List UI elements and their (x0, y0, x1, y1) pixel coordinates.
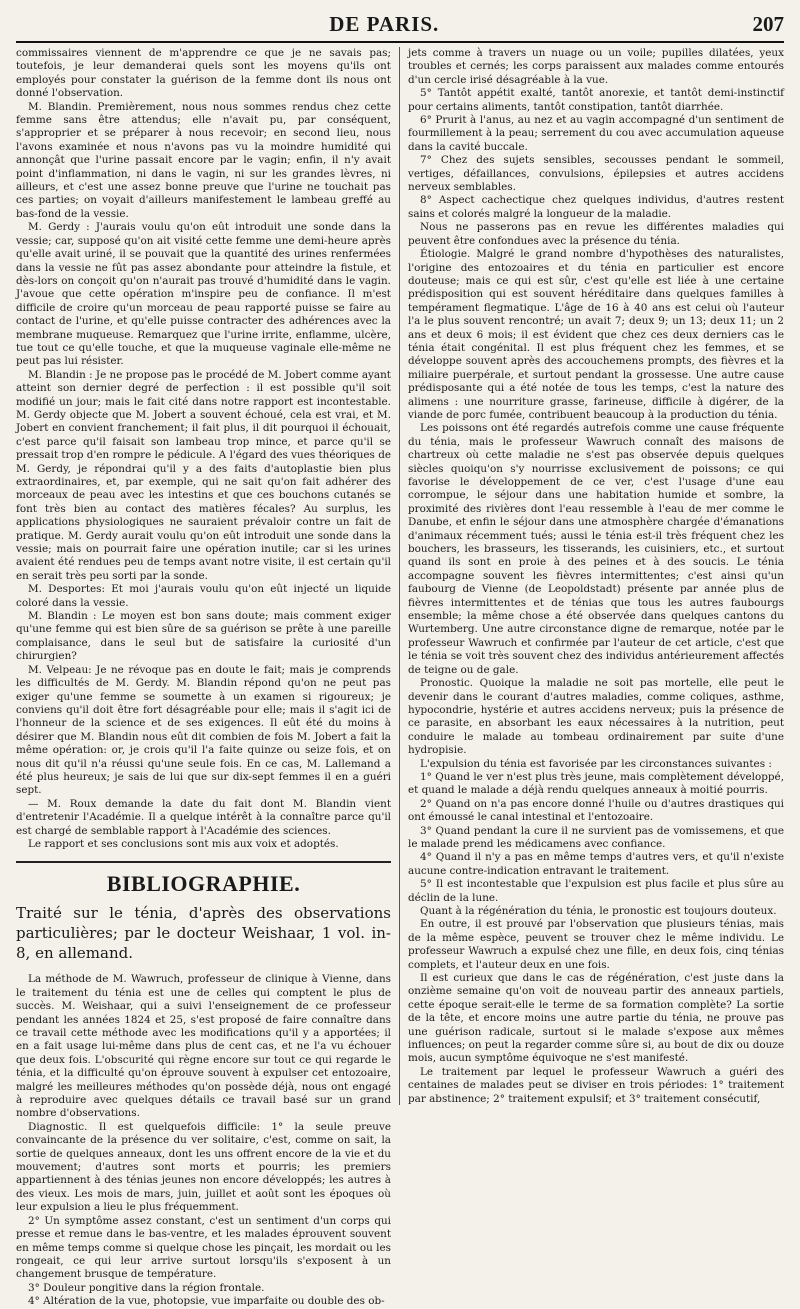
paragraph: M. Desportes: Et moi j'aurais voulu qu'on eût injecté un liquide coloré dans la vessie. (16, 583, 391, 609)
book-title: Traité sur le ténia, d'après des observations particulières; par le docteur Weishaar, 1 vol. in-8, en allemand. (16, 904, 391, 963)
paragraph: La méthode de M. Wawruch, professeur de clinique à Vienne, dans le traitement du ténia est une de celles qui comptent le plus de succès. M. Weishaar, qui a suivi l'enseignement de ce professeur pendant les années 1824 et 25, s'est proposé de faire connaître dans ce travail cette méthode avec les modifications qu'il y a apportées; il en a fait usage lui-même dans plus de cent cas, et ne l'a vu échouer que deux fois. L'obscurité qui règne encore sur tout ce qui regarde le ténia, et la difficulté qu'on éprouve souvent à expulser cet entozoaire, malgré les meilleures méthodes qu'on possède déjà, nous ont engagé à reproduire avec quelques détails ce travail basé sur un grand nombre d'observations. (16, 973, 391, 1120)
paragraph: M. Gerdy : J'aurais voulu qu'on eût introduit une sonde dans la vessie; car, supposé qu'on ait visité cette femme une demi-heure après qu'elle avait uriné, il se pouvait que la quantité des urines renfermées dans la vessie ne fût pas assez abondante pour atteindre la fistule, et dès-lors on conçoit qu'on n'aurait pas trouvé d'humidité dans le vagin. J'avoue que cette opération m'inspire peu de confiance. Il m'est difficile de croire qu'un morceau de peau rapporté puisse se faire au contact de l'urine, et qu'elle puisse contracter des adhérences avec la membrane muqueuse. Remarquez que l'urine irrite, enflamme, ulcère, tue tout ce qu'elle touche, et que la muqueuse vaginale elle-même ne peut pas lui résister. (16, 221, 391, 368)
paragraph: Diagnostic. Il est quelquefois difficile: 1° la seule preuve convaincante de la présence du ver solitaire, c'est, comme on sait, la sortie de quelques anneaux, dont les uns offrent encore de la vie et du mouvement; d'autres sont morts et pourris; les premiers appartiennent à des ténias jeunes non encore développés; les autres à des vieux. Les mois de mars, juin, juillet et août sont les époques où leur expulsion a lieu le plus fréquemment. (16, 1120, 391, 1214)
paragraph: Étiologie. Malgré le grand nombre d'hypothèses des naturalistes, l'origine des entozoaires et du ténia en particulier est encore douteuse; mais ce qui est sûr, c'est qu'elle est liée à une certaine prédisposition qui est souvent héréditaire dans quelques familles à tempérament flegmatique. L'âge de 16 à 40 ans est celui où l'auteur l'a le plus souvent rencontré; un avait 7; deux 9; un 13; deux 11; un 2 ans et deux 6 mois; il est évident que chez ces deux derniers cas le ténia était congénital. Il est plus fréquent chez les femmes, et se développe souvent après des accouchemens prompts, des fièvres et la miliaire puerpérale, et surtout pendant la grossesse. Une autre cause prédisposante qui a été notée de tous les temps, c'est la nature des alimens : une nourriture grasse, farineuse, difficile à digérer, de la viande de porc fumée, contribuent beaucoup à la production du ténia. (408, 248, 784, 421)
page-number: 207 (752, 12, 784, 36)
running-title: DE PARIS. (329, 12, 440, 36)
paragraph: 5° Il est incontestable que l'expulsion est plus facile et plus sûre au déclin de la lune. (408, 878, 784, 904)
paragraph: En outre, il est prouvé par l'observation que plusieurs ténias, mais de la même espèce, peuvent se trouver chez le même individu. Le professeur Wawruch a expulsé chez une fille, en deux fois, cinq ténias complets, et l'auteur deux en une fois. (408, 918, 784, 971)
paragraph: 3° Quand pendant la cure il ne survient pas de vomissemens, et que le malade prend les médicamens avec confiance. (408, 824, 784, 850)
paragraph: 4° Quand il n'y a pas en même temps d'autres vers, et qu'il n'existe aucune contre-indication entravant le traitement. (408, 851, 784, 877)
section-title: BIBLIOGRAPHIE. (106, 871, 301, 897)
paragraph: Le traitement par lequel le professeur Wawruch a guéri des centaines de malades peut se diviser en trois périodes: 1° traitement par abstinence; 2° traitement expulsif; et 3° traitement consécutif, (408, 1065, 784, 1105)
paragraph: 6° Prurit à l'anus, au nez et au vagin accompagné d'un sentiment de fourmillement à la peau; serrement du cou avec accumulation aqueuse dans la cavité buccale. (408, 114, 784, 153)
paragraph: Nous ne passerons pas en revue les différentes maladies qui peuvent être confondues avec la présence du ténia. (408, 221, 784, 247)
paragraph: 1° Quand le ver n'est plus très jeune, mais complètement développé, et quand le malade a déjà rendu quelques anneaux à moitié pourris. (408, 770, 784, 797)
paragraph: Il est curieux que dans le cas de régénération, c'est juste dans la onzième semaine qu'on voit de nouveau partir des anneaux partiels, cette époque serait-elle le terme de sa formation complète? La sortie de la tête, et encore moins une autre partie du ténia, ne prouve pas une guérison radicale, surtout si le malade s'expose aux mêmes influences; on peut la regarder comme sûre si, au bout de dix ou douze mois, aucun symptôme équivoque ne s'est manifesté. (408, 972, 784, 1065)
paragraph: Pronostic. Quoique la maladie ne soit pas mortelle, elle peut le devenir dans le courant d'autres maladies, comme coliques, asthme, hypocondrie, hystérie et autres accidens nerveux; puis la présence de ce parasite, en absorbant les eaux nécessaires à la nutrition, peut conduire le malade au tombeau ordinairement par suite d'une hydropisie. (408, 677, 784, 757)
section-divider (16, 861, 391, 863)
paragraph: M. Blandin. Premièrement, nous nous sommes rendus chez cette femme sans être attendus; elle n'avait pu, par conséquent, s'approprier et se préparer à nous recevoir; en second lieu, nous l'avons examinée et nous n'avons pas vu la moindre humidité qui annonçât que l'urine passait encore par le vagin; enfin, il n'y avait point d'inflammation, ni dans le vagin, ni sur les grandes lèvres, ni ailleurs, et c'est une assez bonne preuve que l'urine ne touchait pas ces parties; on voyait d'ailleurs manifestement le lambeau greffé au bas-fond de la vessie. (16, 100, 391, 220)
paragraph: 8° Aspect cachectique chez quelques individus, d'autres restent sains et colorés malgré la longueur de la maladie. (408, 194, 784, 220)
paragraph: commissaires viennent de m'apprendre ce que je ne savais pas; toutefois, je leur demanderai quels sont les moyens qu'ils ont employés pour constater la guérison de la femme dont ils nous ont donné l'observation. (16, 47, 391, 100)
paragraph: M. Blandin : Je ne propose pas le procédé de M. Jobert comme ayant atteint son dernier degré de perfection : il est possible qu'il soit modifié un jour; mais le fait cité dans notre rapport est incontestable. M. Gerdy objecte que M. Jobert a souvent échoué, cela est vrai, et M. Jobert en convient franchement; il fait plus, il dit pourquoi il échouait, c'est parce qu'il faisait son lambeau trop mince, et parce qu'il se pressait trop d'en rompre le pédicule. A l'égard des vues théoriques de M. Gerdy, je répondrai qu'il y a des faits d'autoplastie bien plus extraordinaires, et, par exemple, qui ne sait qu'on fait adhérer des morceaux de peau avec les intestins et que ces bouchons cutanés se font très bien au contact des matières fécales? Au surplus, les applications physiologiques ne sauraient prévaloir contre un fait de pratique. M. Gerdy aurait voulu qu'on eût introduit une sonde dans la vessie; mais on pourrait faire une opération inutile; car si les urines avaient été rendues peu de temps avant notre visite, il est certain qu'il en serait très peu sorti par la sonde. (16, 368, 391, 582)
paragraph: 5° Tantôt appétit exalté, tantôt anorexie, et tantôt demi-instinctif pour certains aliments, tantôt constipation, tantôt diarrhée. (408, 87, 784, 113)
paragraph: 2° Quand on n'a pas encore donné l'huile ou d'autres drastiques qui ont émoussé le canal intestinal et l'entozoaire. (408, 797, 784, 824)
paragraph: L'expulsion du ténia est favorisée par les circonstances suivantes : (420, 757, 772, 770)
paragraph: Le rapport et ses conclusions sont mis aux voix et adoptés. (28, 837, 339, 850)
paragraph: Les poissons ont été regardés autrefois comme une cause fréquente du ténia, mais le professeur Wawruch connaît des maisons de chartreux où cette maladie ne s'est pas observée depuis quelques siècles quoiqu'on s'y nourrisse exclusivement de poissons; ce qui favorise le développement de ce ver, c'est l'usage d'une eau corrompue, le séjour dans une habitation humide et sombre, la proximité des rivières dont l'eau ressemble à l'eau de mer comme le Danube, et enfin le séjour dans une atmosphère chargée d'émanations d'animaux récemment tués; aussi le ténia est-il très fréquent chez les bouchers, les brasseurs, les tisserands, les cuisiniers, etc., et surtout quand ils sont en proie à des peines et à des soucis. Le ténia accompagne souvent les fièvres intermittentes; c'est ainsi qu'un faubourg de Vienne (de Leopoldstadt) présente par année plus de fièvres intermittentes et de ténias que tous les autres faubourgs ensemble; la même chose a été observée dans quelques cantons du Wurtemberg. Une autre circonstance digne de remarque, notée par le professeur Wawruch et confirmée par l'auteur de cet article, c'est que le ténia se voit très souvent chez des individus antérieurement affectés de teigne ou de gale. (408, 422, 784, 676)
right-column (400, 47, 784, 1105)
columns (16, 47, 784, 1308)
paragraph: — M. Roux demande la date du fait dont M. Blandin vient d'entretenir l'Académie. Il a quelque intérêt à la connaître parce qu'il est chargé de semblable rapport à l'Académie des sciences. (16, 797, 391, 837)
paragraph: M. Velpeau: Je ne révoque pas en doute le fait; mais je comprends les difficultés de M. Gerdy. M. Blandin répond qu'on ne peut pas exiger qu'une femme se soumette à un examen si rigoureux; je conviens qu'il doit être fort désagréable pour elle; mais il s'agit ici de l'honneur de la science et de ses exigences. Il eût été du moins à désirer que M. Blandin nous eût dit combien de fois M. Jobert a fait la même opération: or, je crois qu'il l'a faite quinze ou seize fois, et on nous dit qu'il n'a réussi qu'une seule fois. En ce cas, M. Lallemand a été plus heureux; je sais de lui que sur dix-sept femmes il en a guéri sept. (16, 663, 391, 797)
left-column (16, 47, 400, 1308)
paragraph: M. Blandin : Le moyen est bon sans doute; mais comment exiger qu'une femme qui est bien sûre de sa guérison se prête à une pareille complaisance, dans le seul but de satisfaire la curiosité d'un chirurgien? (16, 610, 391, 663)
paragraph: 4° Altération de la vue, photopsie, vue imparfaite ou double des ob- (28, 1295, 385, 1308)
paragraph: jets comme à travers un nuage ou un voile; pupilles dilatées, yeux troubles et cernés; les corps paraissent aux malades comme entourés d'un cercle irisé désagréable à la vue. (408, 47, 784, 86)
page-header (16, 12, 784, 43)
paragraph: Quant à la régénération du ténia, le pronostic est toujours douteux. (420, 905, 777, 917)
paragraph: 3° Douleur pongitive dans la région frontale. (28, 1281, 265, 1294)
paragraph: 2° Un symptôme assez constant, c'est un sentiment d'un corps qui presse et remue dans le bas-ventre, et les malades éprouvent souvent en même temps comme si quelque chose les pinçait, les mordait ou les rongeait, ce qui leur arrive surtout lorsqu'ils s'exposent à un changement brusque de température. (16, 1214, 391, 1281)
paragraph: 7° Chez des sujets sensibles, secousses pendant le sommeil, vertiges, défaillances, convulsions, épilepsies et autres accidens nerveux semblables. (408, 154, 784, 194)
